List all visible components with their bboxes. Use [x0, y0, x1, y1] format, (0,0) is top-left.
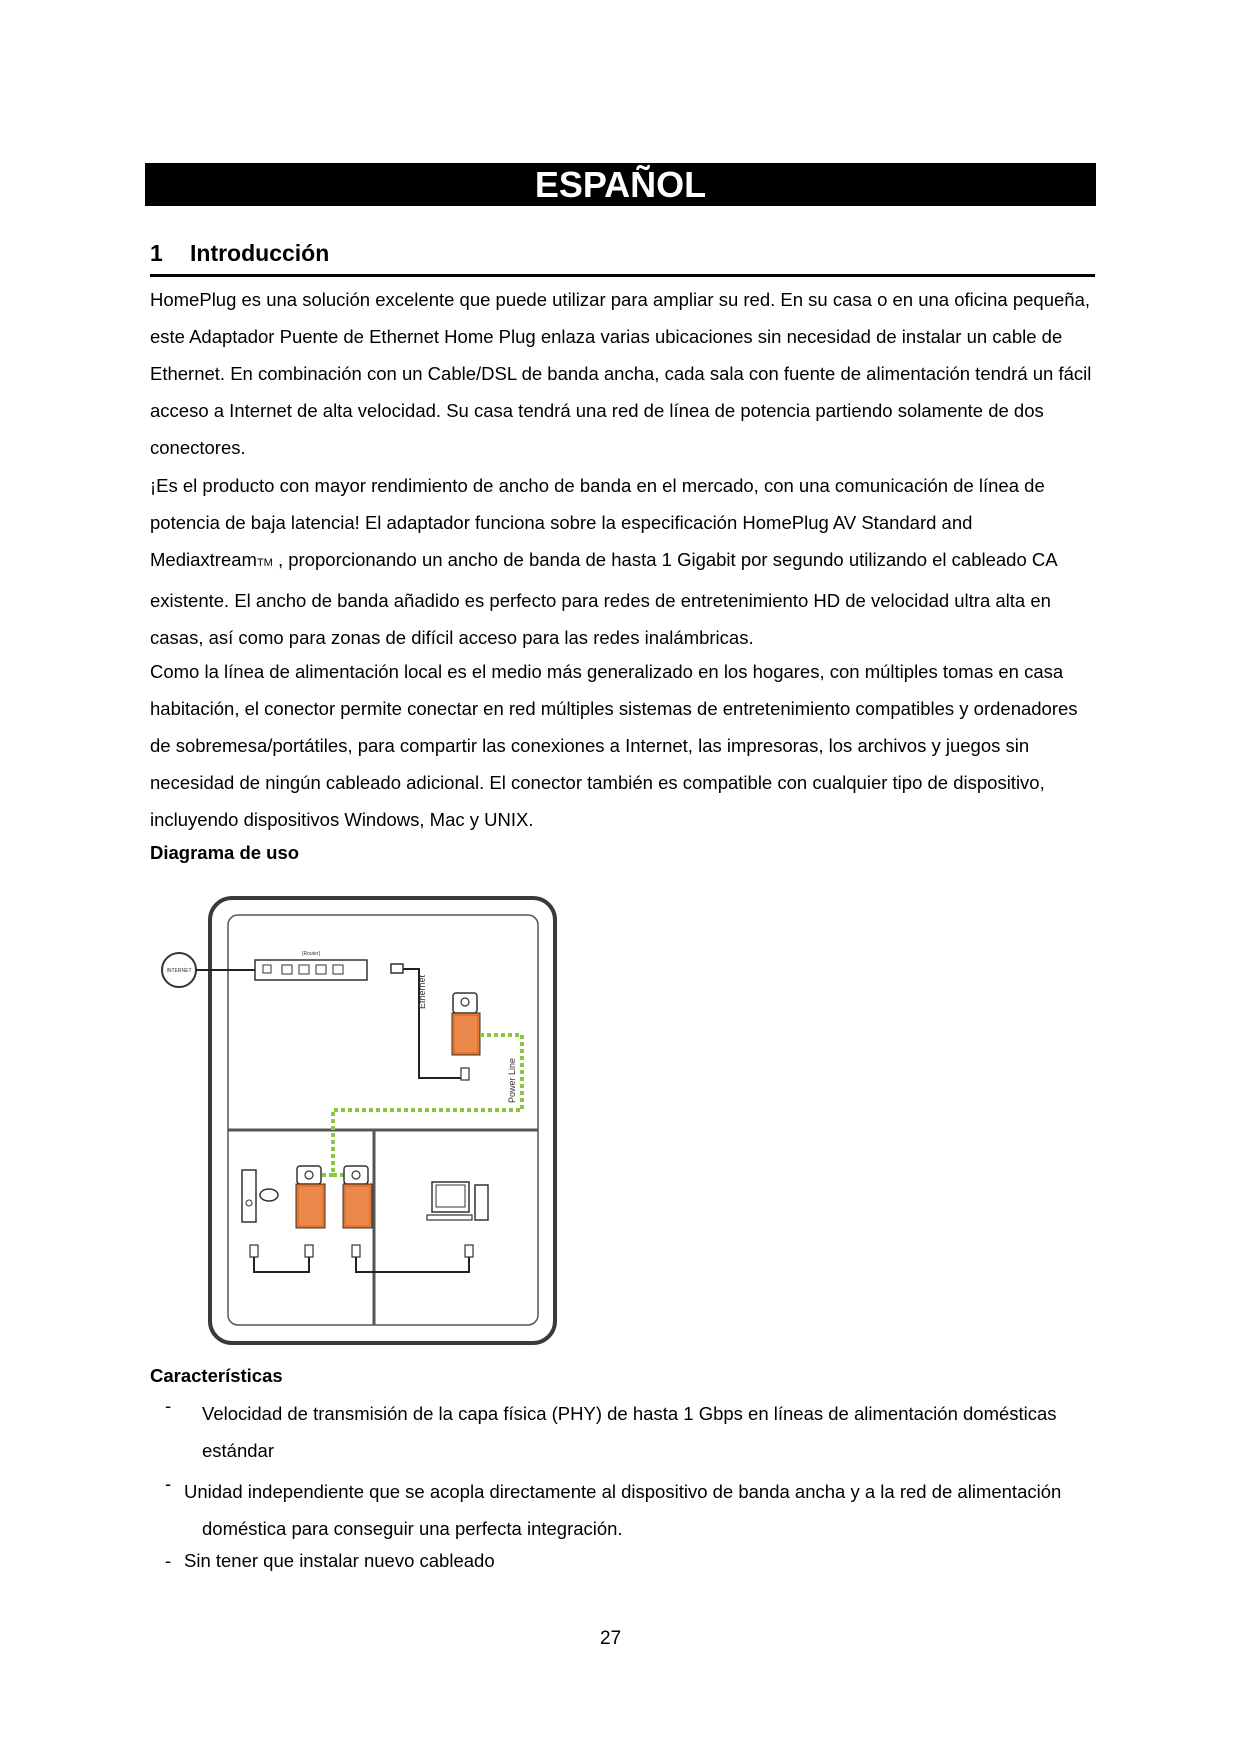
intro-paragraph-3: Como la línea de alimentación local es el medio más generalizado en los hogares, con múltiples tomas en casa habitación, el conector permite conectar en red múltiples sistemas de entretenimiento compatibles y ordenadores de sobremesa/portátiles, para compartir las conexiones a Internet, las impresoras, los archivos y juegos sin necesidad de ningún cableado adicional. El conector también es compatible con cualquier tipo de dispositivo, incluyendo dispositivos Windows, Mac y UNIX. — [150, 661, 1078, 830]
plug-icon — [305, 1245, 313, 1257]
plug-icon — [465, 1245, 473, 1257]
game-console-icon — [242, 1170, 256, 1222]
intro-paragraph-2 — [150, 467, 1100, 656]
ethernet-label: Ethernet — [417, 974, 427, 1009]
adapter-face — [299, 1187, 322, 1225]
diagram-heading: Diagrama de uso — [150, 842, 300, 863]
section-heading — [150, 240, 1095, 277]
intro-paragraph-2-a: ¡Es el producto con mayor rendimiento de ancho de banda en el mercado, con una comunicación de línea de potencia de baja latencia! El adaptador funciona sobre la especificación HomePlug AV Standard and Mediaxtream — [150, 475, 1045, 570]
intro-paragraph-1: HomePlug es una solución excelente que puede utilizar para ampliar su red. En su casa o en una oficina pequeña, este Adaptador Puente de Ethernet Home Plug enlaza varias ubicaciones sin necesidad de instalar un cable de Ethernet. En combinación con un Cable/DSL de banda ancha, cada sala con fuente de alimentación tendrá un fácil acceso a Internet de alta velocidad. Su casa tendrá una red de línea de potencia partiendo solamente de dos conectores. — [150, 289, 1092, 458]
plug-icon — [461, 1068, 469, 1080]
computer-tower-icon — [475, 1185, 488, 1220]
feature-item-1: Velocidad de transmisión de la capa física (PHY) de hasta 1 Gbps en líneas de alimentación domésticas estándar — [202, 1403, 1057, 1461]
section-number: 1 — [150, 240, 163, 266]
plug-icon — [352, 1245, 360, 1257]
bullet-dash: - — [165, 1395, 172, 1416]
feature-item-2: Unidad independiente que se acopla directamente al dispositivo de banda ancha y a la red de alimentación doméstica para conseguir una perfecta integración. — [184, 1481, 1062, 1539]
usage-diagram — [155, 885, 570, 1345]
internet-label: INTERNET — [166, 968, 192, 974]
page-number: 27 — [600, 1628, 622, 1649]
language-banner: ESPAÑOL — [145, 163, 1096, 206]
intro-paragraph-2-b: , proporcionando un ancho de banda de hasta 1 Gigabit por segundo utilizando el cableado CA existente. El ancho de banda añadido es perfecto para redes de entretenimiento HD de velocidad ultra alta en casas, así como para zonas de difícil acceso para las redes inalámbricas. — [150, 549, 1057, 648]
feature-item-3: Sin tener que instalar nuevo cableado — [184, 1550, 495, 1571]
adapter-face — [346, 1187, 369, 1225]
bullet-dash: - — [165, 1550, 172, 1571]
gamepad-icon — [260, 1189, 278, 1201]
features-heading: Características — [150, 1365, 283, 1386]
plug-icon — [250, 1245, 258, 1257]
router-icon — [255, 960, 367, 980]
bullet-dash: - — [165, 1473, 172, 1494]
wall-outlet-icon — [453, 993, 477, 1013]
computer-base — [427, 1215, 472, 1220]
section-title: Introducción — [190, 240, 330, 266]
router-label: [Router] — [302, 951, 320, 957]
adapter-face — [455, 1016, 477, 1052]
ethernet-plug-icon — [391, 964, 403, 973]
wall-outlet-icon — [344, 1166, 368, 1184]
powerline-label: Power Line — [507, 1057, 517, 1103]
trademark-mark: TM — [256, 557, 273, 569]
wall-outlet-icon — [297, 1166, 321, 1184]
